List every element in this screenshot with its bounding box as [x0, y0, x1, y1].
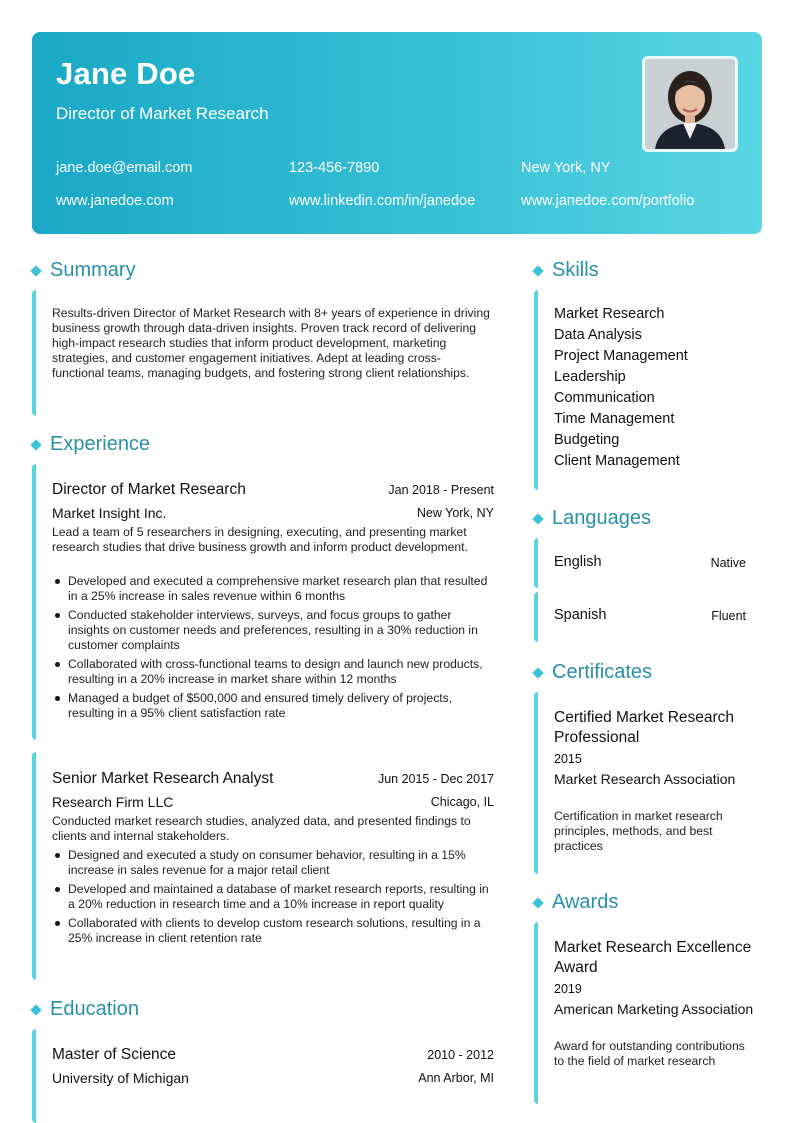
- summary-accent-bar: [32, 290, 36, 416]
- language-level: Native: [710, 556, 746, 570]
- contact-portfolio[interactable]: www.janedoe.com/portfolio: [521, 193, 695, 209]
- experience-heading: [30, 433, 150, 456]
- education-dates: 2010 - 2012: [427, 1048, 494, 1062]
- skill-item: Budgeting: [554, 432, 620, 448]
- contact-email[interactable]: jane.doe@email.com: [56, 160, 193, 176]
- job-2-company: Research Firm LLC: [52, 794, 174, 810]
- certificate-org: Market Research Association: [554, 771, 736, 787]
- job-2-location: Chicago, IL: [430, 795, 494, 809]
- job-1-company: Market Insight Inc.: [52, 505, 167, 521]
- diamond-icon: [532, 513, 543, 524]
- language-name: Spanish: [554, 607, 607, 623]
- awards-heading-text: Awards: [552, 891, 619, 913]
- summary-heading: [30, 259, 136, 282]
- language-2-accent-bar: [534, 592, 538, 642]
- education-location: Ann Arbor, MI: [418, 1071, 494, 1085]
- awards-heading: [532, 891, 618, 914]
- job-1-location: New York, NY: [416, 506, 494, 520]
- skill-item: Leadership: [554, 369, 626, 385]
- certificates-accent-bar: [534, 692, 538, 874]
- certificate-description: Certification in market research principles, methods, and best practices: [554, 809, 723, 853]
- job-1-title: Director of Market Research: [52, 481, 246, 498]
- languages-heading: [532, 507, 651, 530]
- diamond-icon: [30, 439, 41, 450]
- skills-accent-bar: [534, 290, 538, 490]
- contact-location: New York, NY: [521, 160, 611, 176]
- profile-photo-illustration: [645, 59, 735, 149]
- list-item: Developed and maintained a database of market research reports, resulting in a 20% reduction in research time and a 10% increase in report quality: [52, 882, 496, 912]
- skill-item: Data Analysis: [554, 327, 642, 343]
- certificates-heading: [532, 661, 652, 684]
- contact-linkedin[interactable]: www.linkedin.com/in/janedoe: [289, 193, 476, 209]
- profile-photo: [642, 56, 738, 152]
- list-item: Developed and executed a comprehensive market research plan that resulted in a 25% increase in sales revenue within 6 months: [52, 574, 496, 604]
- candidate-name: Jane Doe: [56, 56, 196, 91]
- diamond-icon: [532, 667, 543, 678]
- diamond-icon: [532, 897, 543, 908]
- certificate-year: 2015: [554, 752, 582, 766]
- job-1-bullets: [52, 574, 496, 725]
- certificates-heading-text: Certificates: [552, 661, 653, 683]
- language-level: Fluent: [711, 609, 746, 623]
- summary-text: Results-driven Director of Market Research with 8+ years of experience in driving business growth through data-driven insights. Proven track record of delivering high-impact research studies that inform product development, marketing strategies, and customer engagement initiatives. Adept at leading cross-functional teams, managing budgets, and fostering strong client relationships.: [52, 306, 490, 380]
- education-heading-text: Education: [50, 998, 139, 1020]
- list-item: Managed a budget of $500,000 and ensured timely delivery of projects, resulting in a 95% client satisfaction rate: [52, 691, 496, 721]
- skills-heading: [532, 259, 599, 282]
- skill-item: Client Management: [554, 453, 680, 469]
- candidate-title: Director of Market Research: [56, 104, 269, 123]
- job-1-dates: Jan 2018 - Present: [388, 483, 494, 497]
- job-2-title: Senior Market Research Analyst: [52, 770, 274, 787]
- skill-item: Project Management: [554, 348, 688, 364]
- education-degree: Master of Science: [52, 1046, 177, 1063]
- award-name: Market Research Excellence Award: [554, 939, 752, 976]
- job-1-description: Lead a team of 5 researchers in designing, executing, and presenting market research studies that drive business growth and inform product development.: [52, 525, 468, 554]
- language-1-accent-bar: [534, 538, 538, 588]
- list-item: Conducted stakeholder interviews, surveys, and focus groups to gather insights on customer needs and preferences, resulting in a 30% reduction in customer complaints: [52, 608, 496, 653]
- awards-accent-bar: [534, 922, 538, 1104]
- job-1-accent-bar: [32, 464, 36, 740]
- experience-heading-text: Experience: [50, 433, 151, 455]
- education-accent-bar: [32, 1029, 36, 1123]
- award-description: Award for outstanding contributions to the field of market research: [554, 1039, 745, 1068]
- job-2-bullets: [52, 848, 496, 950]
- job-2-description: Conducted market research studies, analyzed data, and presented findings to clients and internal stakeholders.: [52, 814, 471, 843]
- list-item: Collaborated with clients to develop custom research solutions, resulting in a 25% increase in client retention rate: [52, 916, 496, 946]
- certificate-name: Certified Market Research Professional: [554, 709, 735, 746]
- skill-item: Market Research: [554, 306, 665, 322]
- education-heading: [30, 998, 139, 1021]
- diamond-icon: [30, 265, 41, 276]
- contact-website[interactable]: www.janedoe.com: [56, 193, 174, 209]
- skills-heading-text: Skills: [552, 259, 599, 281]
- job-2-dates: Jun 2015 - Dec 2017: [377, 772, 494, 786]
- contact-phone[interactable]: 123-456-7890: [289, 160, 380, 176]
- language-name: English: [554, 554, 602, 570]
- education-school: University of Michigan: [52, 1070, 189, 1086]
- skill-item: Communication: [554, 390, 655, 406]
- summary-heading-text: Summary: [50, 259, 136, 281]
- job-2-accent-bar: [32, 752, 36, 980]
- skill-item: Time Management: [554, 411, 675, 427]
- diamond-icon: [30, 1004, 41, 1015]
- list-item: Designed and executed a study on consumer behavior, resulting in a 15% increase in sales revenue for a major retail client: [52, 848, 496, 878]
- award-year: 2019: [554, 982, 582, 996]
- diamond-icon: [532, 265, 543, 276]
- list-item: Collaborated with cross-functional teams to design and launch new products, resulting in a 20% increase in market share within 12 months: [52, 657, 496, 687]
- resume-header: [32, 32, 762, 234]
- languages-heading-text: Languages: [552, 507, 651, 529]
- award-org: American Marketing Association: [554, 1001, 754, 1017]
